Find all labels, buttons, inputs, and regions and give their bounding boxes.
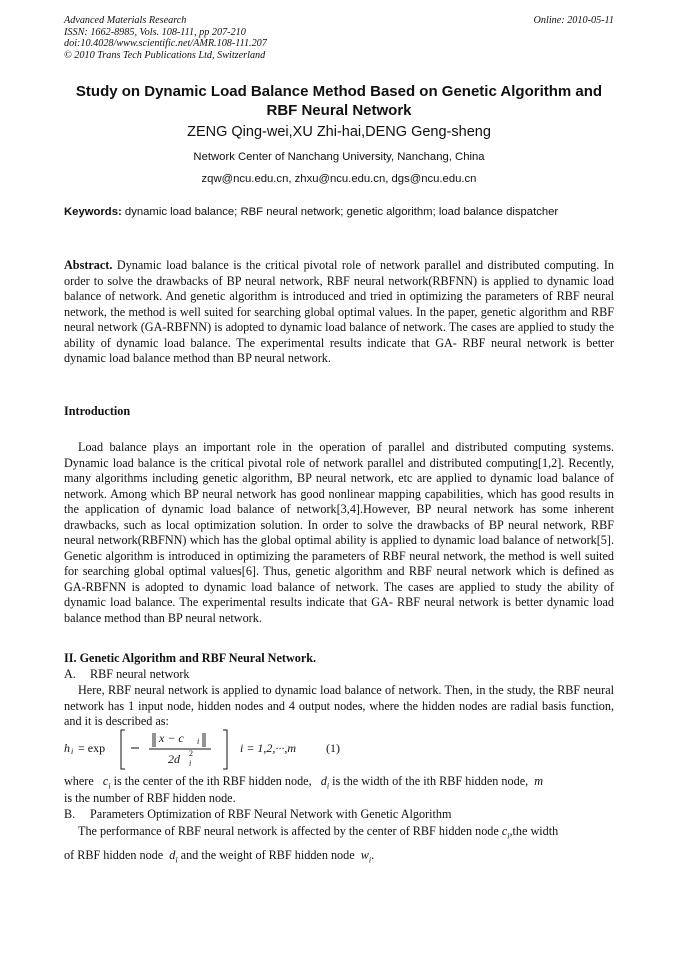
eq-left-bracket — [121, 730, 125, 769]
var-d-sub: i — [326, 781, 330, 791]
equation-1 — [64, 728, 364, 772]
var-d: d — [320, 774, 327, 788]
abstract-label: Abstract. — [64, 258, 113, 272]
var-c-sub: i — [108, 781, 111, 791]
var-m: m — [534, 774, 544, 788]
eq-num-sub: i — [197, 737, 200, 746]
performance-line-1 — [78, 824, 558, 840]
rbf-paragraph: Here, RBF neural network is applied to dynamic load balance of network. Then, in the study, the RBF neural network has 1 input node, hidden nodes and 4 output nodes, where the hidden nodes are radial basis function, and it is described as: — [64, 683, 614, 728]
section-2-heading: II. Genetic Algorithm and RBF Neural Network. — [64, 651, 317, 665]
keywords-label: Keywords: — [64, 206, 122, 218]
perf-var-c-sub: i — [507, 831, 510, 841]
introduction-text: Load balance plays an important role in the operation of parallel and distributed computing systems. Dynamic load balance is the critical pivotal role of network parallel and distributed computing[1,2]. Recently, many algorithms including genetic algorithm, BP neural network, etc are applied to dynamic load balance of network. Among which BP neural network has good nonlinear mapping capabilities, which has good results in the application of dynamic load balance of network[3,4].However, BP neural network has some inherent drawbacks, such as local optimization solution. In order to solve the drawbacks of BP neural network, RBF neural network(RBFNN) which has the global optimal ability is applied to dynamic load balance of network[5]. Genetic algorithm is introduced in optimizing the parameters of RBF neural network, the method is well suited for searching global optimal values[6]. Thus, genetic algorithm and RBF neural network which is defined as GA-RBFNN is adopted to dynamic load balance of network. The cases are applied to study the ability of dynamic load balance. The experimental results indicate that GA- RBF neural network is better dynamic load balance method than BP neural network. — [64, 440, 614, 625]
perf-var-c: c — [501, 824, 508, 838]
keywords — [64, 206, 624, 218]
introduction-heading: Introduction — [64, 404, 131, 418]
eq-right-bracket — [223, 730, 227, 769]
perf-var-d: d — [169, 848, 176, 862]
eq-den-sub: i — [189, 759, 192, 768]
subsection-a-heading — [64, 667, 190, 682]
performance-line-2 — [64, 848, 374, 864]
copyright-line: © 2010 Trans Tech Publications Ltd, Switzerland — [64, 49, 266, 61]
subsection-b-heading — [64, 807, 452, 822]
subsection-b-title: Parameters Optimization of RBF Neural Network with Genetic Algorithm — [90, 807, 452, 821]
eq-h: h — [64, 741, 70, 755]
author-emails: zqw@ncu.edu.cn, zhxu@ncu.edu.cn, dgs@ncu.edu.cn — [201, 173, 477, 185]
doi-line: doi:10.4028/www.scientific.net/AMR.108-111.207 — [64, 38, 267, 50]
perf-var-d-sub: i — [175, 855, 178, 865]
perf-text-2: ,the width — [509, 824, 559, 838]
where-d-desc: is the width of the ith RBF hidden node, — [332, 774, 529, 788]
eq-number: (1) — [326, 741, 340, 755]
var-c: c — [102, 774, 109, 788]
perf-var-w: w — [360, 848, 369, 862]
perf-text-3: of RBF hidden node — [64, 848, 164, 862]
eq-h-sub: i — [71, 747, 74, 756]
subsection-a-title: RBF neural network — [90, 667, 190, 681]
where-line-2: is the number of RBF hidden node. — [64, 791, 236, 805]
abstract — [64, 258, 614, 367]
affiliation: Network Center of Nanchang University, Nanchang, China — [193, 151, 485, 163]
eq-denominator: 2d — [168, 752, 180, 766]
journal-header — [64, 15, 267, 61]
eq-exp: = exp — [78, 741, 106, 755]
journal-name: Advanced Materials Research — [64, 15, 187, 26]
subsection-a-label: A. — [64, 667, 76, 681]
abstract-text: Dynamic load balance is the critical pivotal role of network parallel and distributed computing. In order to solve the drawbacks of BP neural network, RBF neural network(RBFNN) is applied to dynamic load balance of network. And genetic algorithm is introduced and tried in optimizing the parameters of RBF neural network, the method is well suited for searching global optimal values. In the paper, genetic algorithm and RBF neural network (GA-RBFNN) is adopted to dynamic load balance of network. The cases are applied to study the ability of dynamic load balance. The experimental results indicate that GA- RBF neural network is better dynamic load balance method than BP neural network. — [64, 258, 615, 365]
eq-numerator: x − c — [159, 731, 184, 745]
perf-text-5: . — [371, 848, 375, 862]
keywords-text: dynamic load balance; RBF neural network; genetic algorithm; load balance dispatcher — [124, 206, 559, 218]
online-date: Online: 2010-05-11 — [533, 15, 614, 26]
perf-var-w-sub: i — [368, 855, 372, 865]
perf-text-4: and the weight of RBF hidden node — [180, 848, 355, 862]
subsection-b-label: B. — [64, 807, 76, 821]
paper-title: Study on Dynamic Load Balance Method Based on Genetic Algorithm and RBF Neural Network — [75, 83, 603, 119]
eq-den-sup: 2 — [189, 749, 193, 758]
where-c-desc: is the center of the ith RBF hidden node, — [113, 774, 312, 788]
paper-authors: ZENG Qing-wei,XU Zhi-hai,DENG Geng-sheng — [187, 124, 491, 140]
where-word: where — [64, 774, 94, 788]
perf-text-1: The performance of RBF neural network is affected by the center of RBF hidden node — [78, 824, 499, 838]
eq-range: i = 1,2,···,m — [240, 741, 297, 755]
where-line — [64, 774, 614, 790]
issn-line: ISSN: 1662-8985, Vols. 108-111, pp 207-210 — [64, 26, 246, 38]
